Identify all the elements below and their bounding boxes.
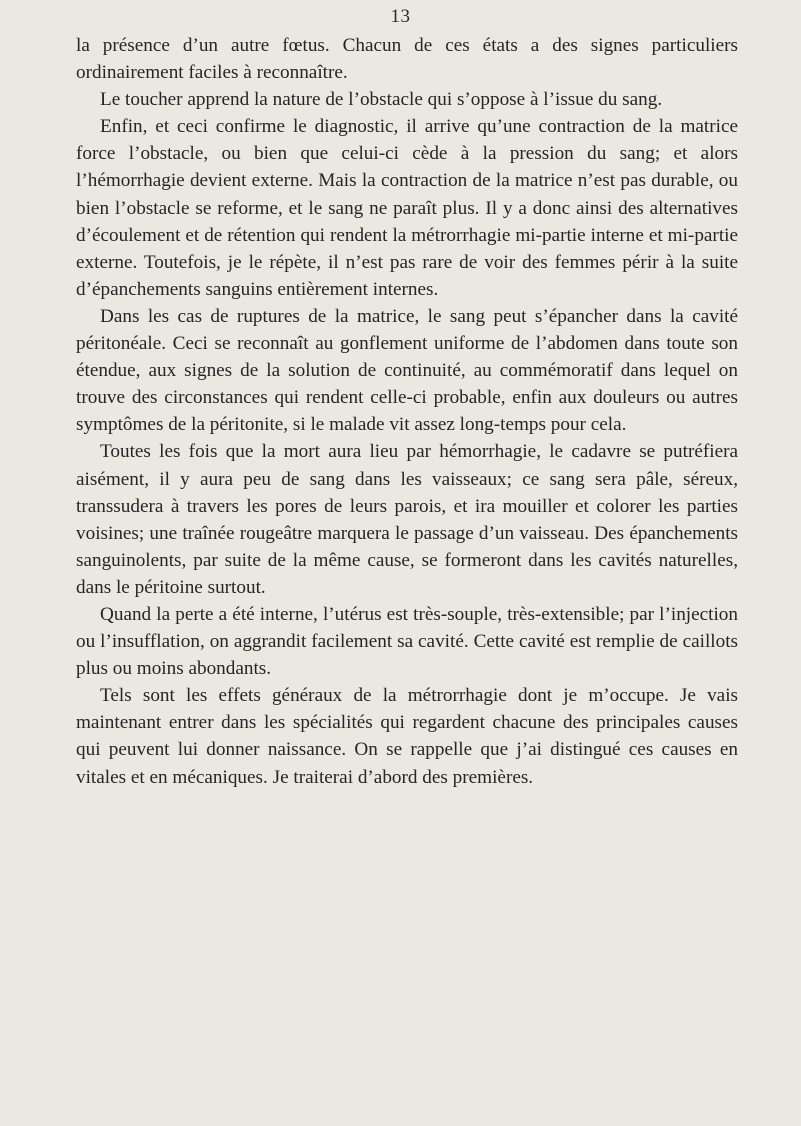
page-number: 13 bbox=[390, 6, 411, 27]
paragraph-3: Enfin, et ceci confirme le diagnostic, il arrive qu’une contraction de la matrice force l’obstacle, ou bien que celui-ci cède à la pression du sang; et alors l’hémorrhagie devient externe. Mais la contraction de la matrice n’est pas durable, ou bien l’obstacle se reforme, et le sang ne paraît plus. Il y a donc ainsi des alternatives d’écoulement et de rétention qui rendent la métrorrhagie mi-partie interne et mi-partie externe. Toutefois, je le répète, il n’est pas rare de voir des femmes périr à la suite d’épanchements sanguins entièrement internes. bbox=[76, 116, 738, 300]
paragraph-2: Le toucher apprend la nature de l’obstacle qui s’oppose à l’issue du sang. bbox=[100, 89, 663, 111]
paragraph-5: Toutes les fois que la mort aura lieu par hémorrhagie, le cadavre se putréfiera aisément, il y aura peu de sang dans les vaisseaux; ce sang sera pâle, séreux, transsudera à travers les pores de leurs parois, et ira mouiller et colorer les parties voisines; une traînée rougeâtre marquera le passage d’un vaisseau. Des épanchements sanguinolents, par suite de la même cause, se formeront dans les cavités naturelles, dans le péritoine surtout. bbox=[76, 441, 738, 598]
paragraph-7: Tels sont les effets généraux de la métrorrhagie dont je m’occupe. Je vais maintenant entrer dans les spécialités qui regardent chacune des principales causes qui peuvent lui donner naissance. On se rappelle que j’ai distingué ces causes en vitales et en mécaniques. Je traiterai d’abord des premières. bbox=[76, 685, 738, 788]
paragraph-6: Quand la perte a été interne, l’utérus est très-souple, très-extensible; par l’injection ou l’insufflation, on aggrandit facilement sa cavité. Cette cavité est remplie de caillots plus ou moins abondants. bbox=[76, 603, 738, 680]
paragraph-4: Dans les cas de ruptures de la matrice, le sang peut s’épancher dans la cavité péritonéale. Ceci se reconnaît au gonflement uniforme de l’abdomen dans toute son étendue, aux signes de la solution de continuité, au commémoratif dans lequel on trouve des circonstances qui rendent celle-ci probable, enfin aux douleurs ou autres symptômes de la péritonite, si le malade vit assez long-temps pour cela. bbox=[76, 305, 738, 436]
paragraph-1: la présence d’un autre fœtus. Chacun de ces états a des signes particuliers ordinairement faciles à reconnaître. bbox=[76, 35, 738, 84]
body-text bbox=[76, 32, 738, 791]
